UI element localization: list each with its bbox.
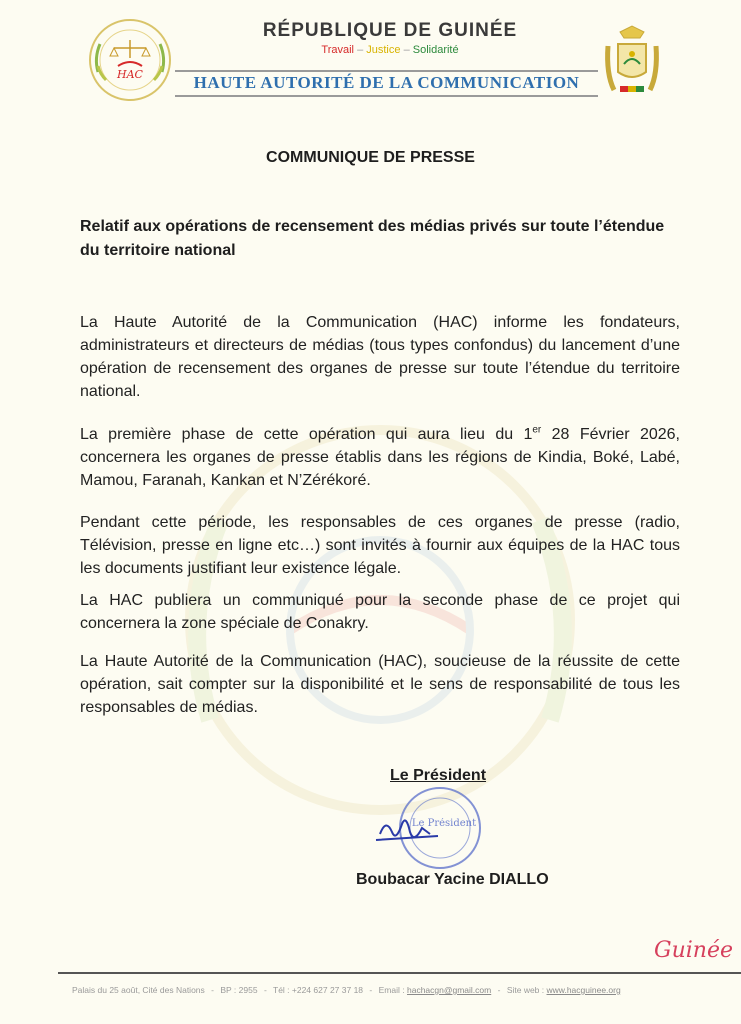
signatory-name: Boubacar Yacine DIALLO <box>356 871 549 888</box>
first-phase-text-start: La première phase de cette opération qui aura lieu du 1 <box>80 426 533 443</box>
footer-rule <box>58 972 741 974</box>
motto-separator: – <box>403 44 410 56</box>
paragraph-intro: La Haute Autorité de la Communication (HAC) informe les fondateurs, administrateurs et directeurs de médias (tous types confondus) du lancement d’une opération de recensement des organes de presse sur toute l’étendue du territoire national. <box>80 314 680 400</box>
coat-of-arms-logo <box>600 24 664 102</box>
footer-tel: Tél : +224 627 27 37 18 <box>273 985 364 995</box>
document-subject: Relatif aux opérations de recensement des médias privés sur toute l’étendue du territoire national <box>80 218 665 259</box>
header-rule-top <box>175 70 598 72</box>
footer-address: Palais du 25 août, Cité des Nations <box>72 985 205 995</box>
paragraph-closing: La Haute Autorité de la Communication (HAC), soucieuse de la réussite de cette opération, sait compter sur la disponibilité et le sens de responsabilité de tous les responsables de médias. <box>80 653 680 716</box>
footer-separator: - <box>369 985 373 995</box>
paragraph-second-phase: La HAC publiera un communiqué pour la seconde phase de ce projet qui concernera la zone spéciale de Conakry. <box>80 592 680 632</box>
official-stamp <box>368 784 488 874</box>
authority-title: HAUTE AUTORITÉ DE LA COMMUNICATION <box>193 73 580 92</box>
document-title: COMMUNIQUE DE PRESSE <box>266 149 475 166</box>
national-motto <box>180 44 600 56</box>
guinee-brand-logo: Guinée <box>654 938 733 963</box>
signatory-role: Le Président <box>390 767 487 784</box>
footer-email-label: Email : <box>378 985 405 995</box>
footer-contact <box>72 985 732 995</box>
footer-email-link[interactable]: hachacgn@gmail.com <box>406 985 492 995</box>
motto-travail: Travail <box>321 44 354 56</box>
motto-separator: – <box>357 44 364 56</box>
footer-site-label: Site web : <box>506 985 545 995</box>
stamp-text: Le Président <box>411 818 477 829</box>
footer-separator: - <box>497 985 501 995</box>
motto-solidarite: Solidarité <box>412 44 459 56</box>
footer-bp: BP : 2955 <box>220 985 258 995</box>
ordinal-superscript: er <box>532 424 542 436</box>
motto-justice: Justice <box>366 44 401 56</box>
footer-separator: - <box>263 985 267 995</box>
hac-seal-logo <box>88 18 172 102</box>
paragraph-requirements: Pendant cette période, les responsables de ces organes de presse (radio, Télévision, presse en ligne etc…) sont invités à fournir aux équipes de la HAC tous les documents justifiant leur existence légale. <box>80 514 680 577</box>
footer-separator: - <box>211 985 214 995</box>
first-phase-text-end: 28 Février 2026, concernera les organes de presse établis dans les régions de Kindia, Boké, Labé, Mamou, Faranah, Kankan et N’Zérékoré. <box>80 426 680 489</box>
header-rule-bottom <box>175 95 598 97</box>
hac-logo-text: HAC <box>117 68 143 81</box>
footer-site-link[interactable]: www.hacguinee.org <box>546 985 621 995</box>
republic-title: RÉPUBLIQUE DE GUINÉE <box>262 20 518 41</box>
paragraph-first-phase <box>80 423 680 492</box>
